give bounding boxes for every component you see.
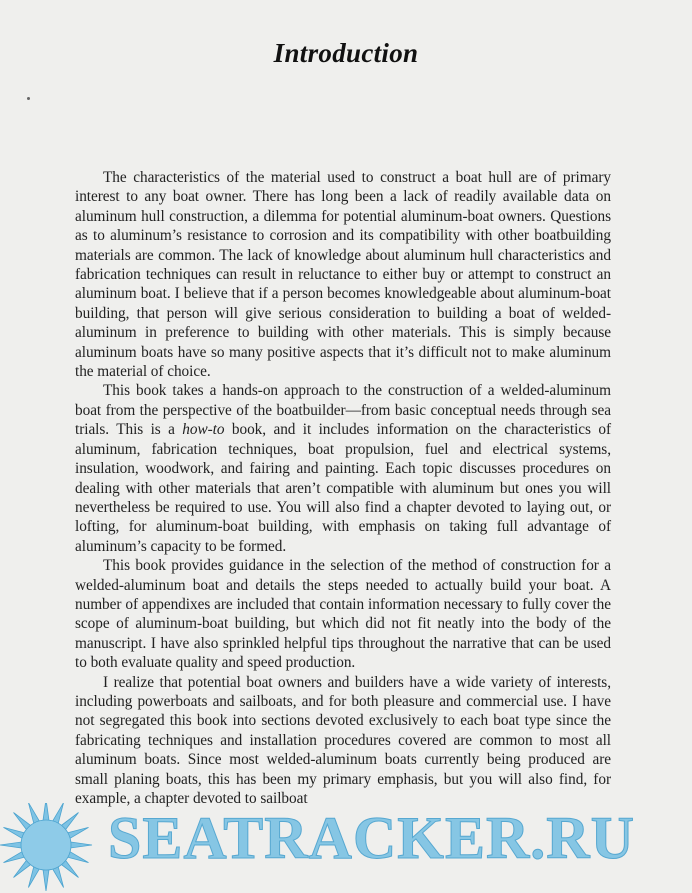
paragraph-2 — [75, 381, 611, 556]
body-text — [75, 168, 611, 808]
italic-term: how-to — [182, 421, 225, 439]
paragraph-4 — [75, 673, 611, 809]
sun-ray — [43, 869, 49, 891]
page-title: Introduction — [273, 38, 419, 68]
scan-speck — [27, 97, 30, 100]
paragraph-3 — [75, 556, 611, 672]
text-run: I realize that potential boat owners and builders have a wide variety of interests, including powerboats and sailboats, and for both pleasure and commercial use. I have not segregated this book into sections devoted exclusively to each boat type since the fabricating techniques and installation procedures covered are common to most all aluminum boats. Since most welded-aluminum boats currently being produced are small planing boats, this has been my primary emphasis, but you will also find, for example, a chapter devoted to sailboat — [75, 673, 611, 807]
text-run: This book takes a hands-on approach to the construction of a welded-aluminum boat from the perspective of the boatbuilder—from basic conceptual needs through sea trials. This is a — [75, 382, 611, 439]
paragraph-1 — [75, 168, 611, 381]
text-run: book, and it includes information on the characteristics of aluminum, fabrication techniques, boat propulsion, fuel and electrical systems, insulation, woodwork, and fairing and painting. Each topic discusses procedures on dealing with other materials that aren’t compatible with aluminum but ones you will nevertheless be required to use. You will also find a chapter devoted to laying out, or lofting, for aluminum-boat building, with emphasis on taking full advantage of aluminum’s capacity to be formed. — [75, 421, 611, 555]
sun-ray — [70, 842, 92, 848]
sun-ray — [0, 842, 22, 848]
watermark-text: SEATRACKER.RU — [108, 805, 635, 871]
sun-burst-icon — [0, 803, 92, 891]
text-run: This book provides guidance in the selection of the method of construction for a welded-aluminum boat and details the steps needed to actually build your boat. A number of appendixes are included that contain information necessary to fully cover the scope of aluminum-boat building, but which did not fit neatly into the body of the manuscript. I have also sprinkled helpful tips throughout the narrative that can be used to both evaluate quality and speed production. — [75, 557, 611, 672]
text-run: The characteristics of the material used to construct a boat hull are of primary interest to any boat owner. There has long been a lack of readily available data on aluminum hull construction, a dilemma for potential aluminum-boat owners. Questions as to aluminum’s resistance to corrosion and its compatibility with other boatbuilding materials are common. The lack of knowledge about aluminum hull characteristics and fabrication techniques can result in reluctance to either buy or attempt to construct an aluminum boat. I believe that if a person becomes knowledgeable about aluminum-boat building, that person will give serious consideration to building a boat of welded-aluminum in preference to building with other materials. This is simply because aluminum boats have so many positive aspects that it’s difficult not to make aluminum the material of choice. — [75, 169, 611, 381]
sun-ray — [43, 803, 49, 821]
